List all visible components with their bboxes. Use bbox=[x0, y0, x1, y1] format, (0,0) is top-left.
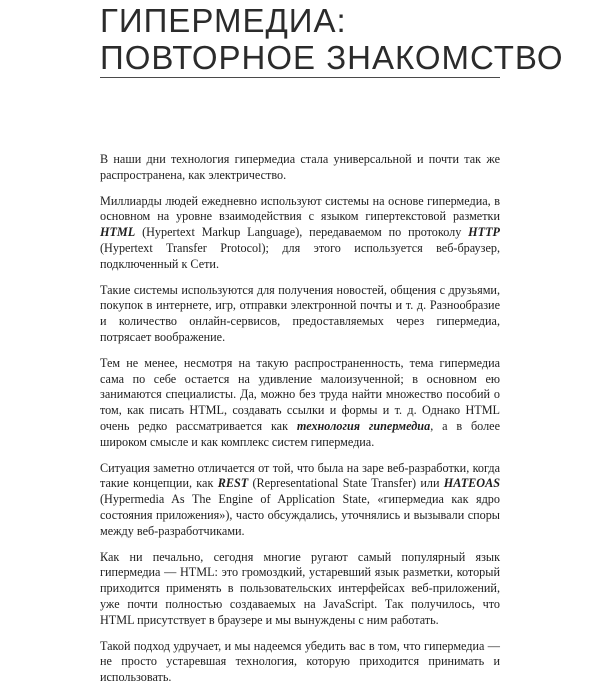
paragraph-6-text: Как ни печально, сегодня многие ругают самый популярный язык гипермедиа — HTML: это громоздкий, устаревший язык разметки, который приходится применять в пользовательских интерфейсах веб-приложений, уже почти полностью создаваемых на JavaScript. Так получилось, что HTML присутствует в браузере и мы вынуждены с ним работать. bbox=[100, 549, 500, 627]
chapter-title bbox=[100, 2, 564, 76]
chapter-body bbox=[100, 152, 500, 696]
paragraph-6 bbox=[100, 550, 500, 629]
chapter-title-line-2: ПОВТОРНОЕ ЗНАКОМСТВО bbox=[100, 39, 564, 76]
term-rest: REST bbox=[217, 476, 249, 491]
paragraph-2-text-c: (Hypertext Transfer Protocol); для этого используется веб-браузер, подключенный к Сети. bbox=[100, 240, 500, 271]
paragraph-5 bbox=[100, 461, 500, 540]
paragraph-3-text: Такие системы используются для получения новостей, общения с друзьями, покупок в интернете, игр, отправки электронной почты и т. д. Разнообразие и количество онлайн-сервисов, предоставляемых через гипермедиа, потрясает воображение. bbox=[100, 282, 500, 344]
paragraph-1-text: В наши дни технология гипермедиа стала универсальной и почти так же распространена, как электричество. bbox=[100, 152, 500, 182]
term-hypermedia-technology: технология гипермедиа bbox=[296, 418, 431, 433]
term-http: HTTP bbox=[468, 225, 500, 240]
paragraph-2-text-a: Миллиарды людей ежедневно используют системы на основе гипермедиа, в основном на уровне взаимодействия с языком гипертекстовой разметки bbox=[100, 193, 500, 224]
title-underline bbox=[100, 77, 500, 78]
paragraph-5-text-b: (Representational State Transfer) или bbox=[248, 476, 444, 491]
paragraph-4 bbox=[100, 356, 500, 451]
paragraph-5-text-c: (Hypermedia As The Engine of Application State, «гипермедиа как ядро состояния приложения»), часто обсуждались, уточнялись и вызывали споры между веб-разработчиками. bbox=[100, 492, 500, 538]
paragraph-7 bbox=[100, 639, 500, 686]
paragraph-7-text: Такой подход удручает, и мы надеемся убедить вас в том, что гипермедиа — не просто устаревшая технология, которую приходится принимать и использовать. bbox=[100, 638, 500, 685]
paragraph-2-text-b: (Hypertext Markup Language), передаваемом по протоколу bbox=[135, 225, 469, 240]
paragraph-5-text-a: Ситуация заметно отличается от той, что была на заре веб-разработки, когда такие концепции, как bbox=[100, 460, 500, 491]
paragraph-4-text-a: Тем не менее, несмотря на такую распространенность, тема гипермедиа сама по себе остается на удивление малоизученной; в основном ею занимаются специалисты. Да, можно без труда найти множество пособий о том, как писать HTML, создавать ссылки и формы и т. д. Однако HTML очень редко рассматривается как bbox=[100, 355, 500, 433]
paragraph-3 bbox=[100, 283, 500, 346]
term-html: HTML bbox=[100, 225, 136, 240]
paragraph-1 bbox=[100, 152, 500, 184]
paragraph-2 bbox=[100, 194, 500, 273]
term-hateoas: HATEOAS bbox=[443, 476, 501, 491]
chapter-title-line-1: ГИПЕРМЕДИА: bbox=[100, 2, 347, 39]
paragraph-4-text-b: , а в более широком смысле и как комплекс систем гипермедиа. bbox=[100, 418, 500, 449]
